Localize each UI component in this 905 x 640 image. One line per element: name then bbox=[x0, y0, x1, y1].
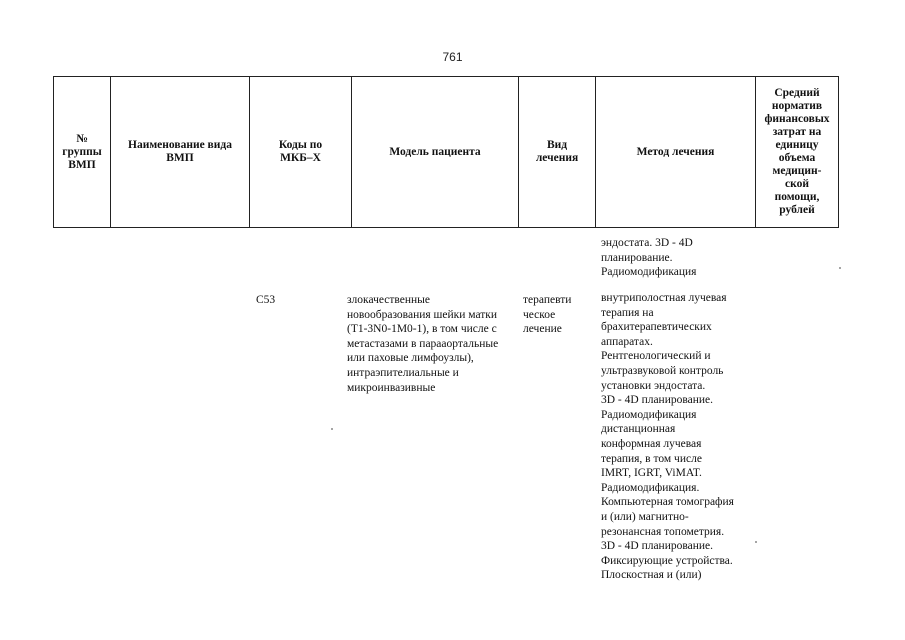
treatment-kind-cell: терапевти ческое лечение bbox=[523, 294, 572, 336]
header-treatment-method: Метод лечения bbox=[596, 77, 756, 228]
mkb-code-cell: C53 bbox=[256, 294, 276, 306]
header-treatment-kind: Вид лечения bbox=[519, 77, 596, 228]
header-row bbox=[54, 77, 839, 228]
scan-speck bbox=[331, 428, 333, 430]
table-header bbox=[53, 76, 839, 228]
treatment-method-cell: внутриполостная лучевая терапия на брахитерапевтических аппаратах. Рентгенологический и ультразвуковой контроль установки эндостата. 3D - 4D планирование. Радиомодификация дистанционная конформная лучевая терапия, в том числе IMRT, IGRT, ViMAT. Радиомодификация. Компьютерная томография и (или) магнитно- резонансная топометрия. 3D - 4D планирование. Фиксирующие устройства. Плоскостная и (или) bbox=[601, 292, 734, 582]
header-mkb-codes: Коды по МКБ–Х bbox=[250, 77, 352, 228]
header-patient-model: Модель пациента bbox=[352, 77, 519, 228]
method-continued-text: эндостата. 3D - 4D планирование. Радиомодификация bbox=[601, 237, 697, 279]
page-number: 761 bbox=[442, 50, 463, 64]
header-group-number: № группы ВМП bbox=[54, 77, 111, 228]
scan-speck bbox=[839, 267, 841, 269]
header-vmp-name: Наименование вида ВМП bbox=[111, 77, 250, 228]
patient-model-cell: злокачественные новообразования шейки матки (T1-3N0-1M0-1), в том числе с метастазами в парааортальные или паховые лимфоузлы), интраэпителиальные и микроинвазивные bbox=[347, 294, 499, 394]
scan-speck bbox=[755, 541, 757, 543]
header-average-cost: Средний норматив финансовых затрат на единицу объема медицин- ской помощи, рублей bbox=[756, 77, 839, 228]
